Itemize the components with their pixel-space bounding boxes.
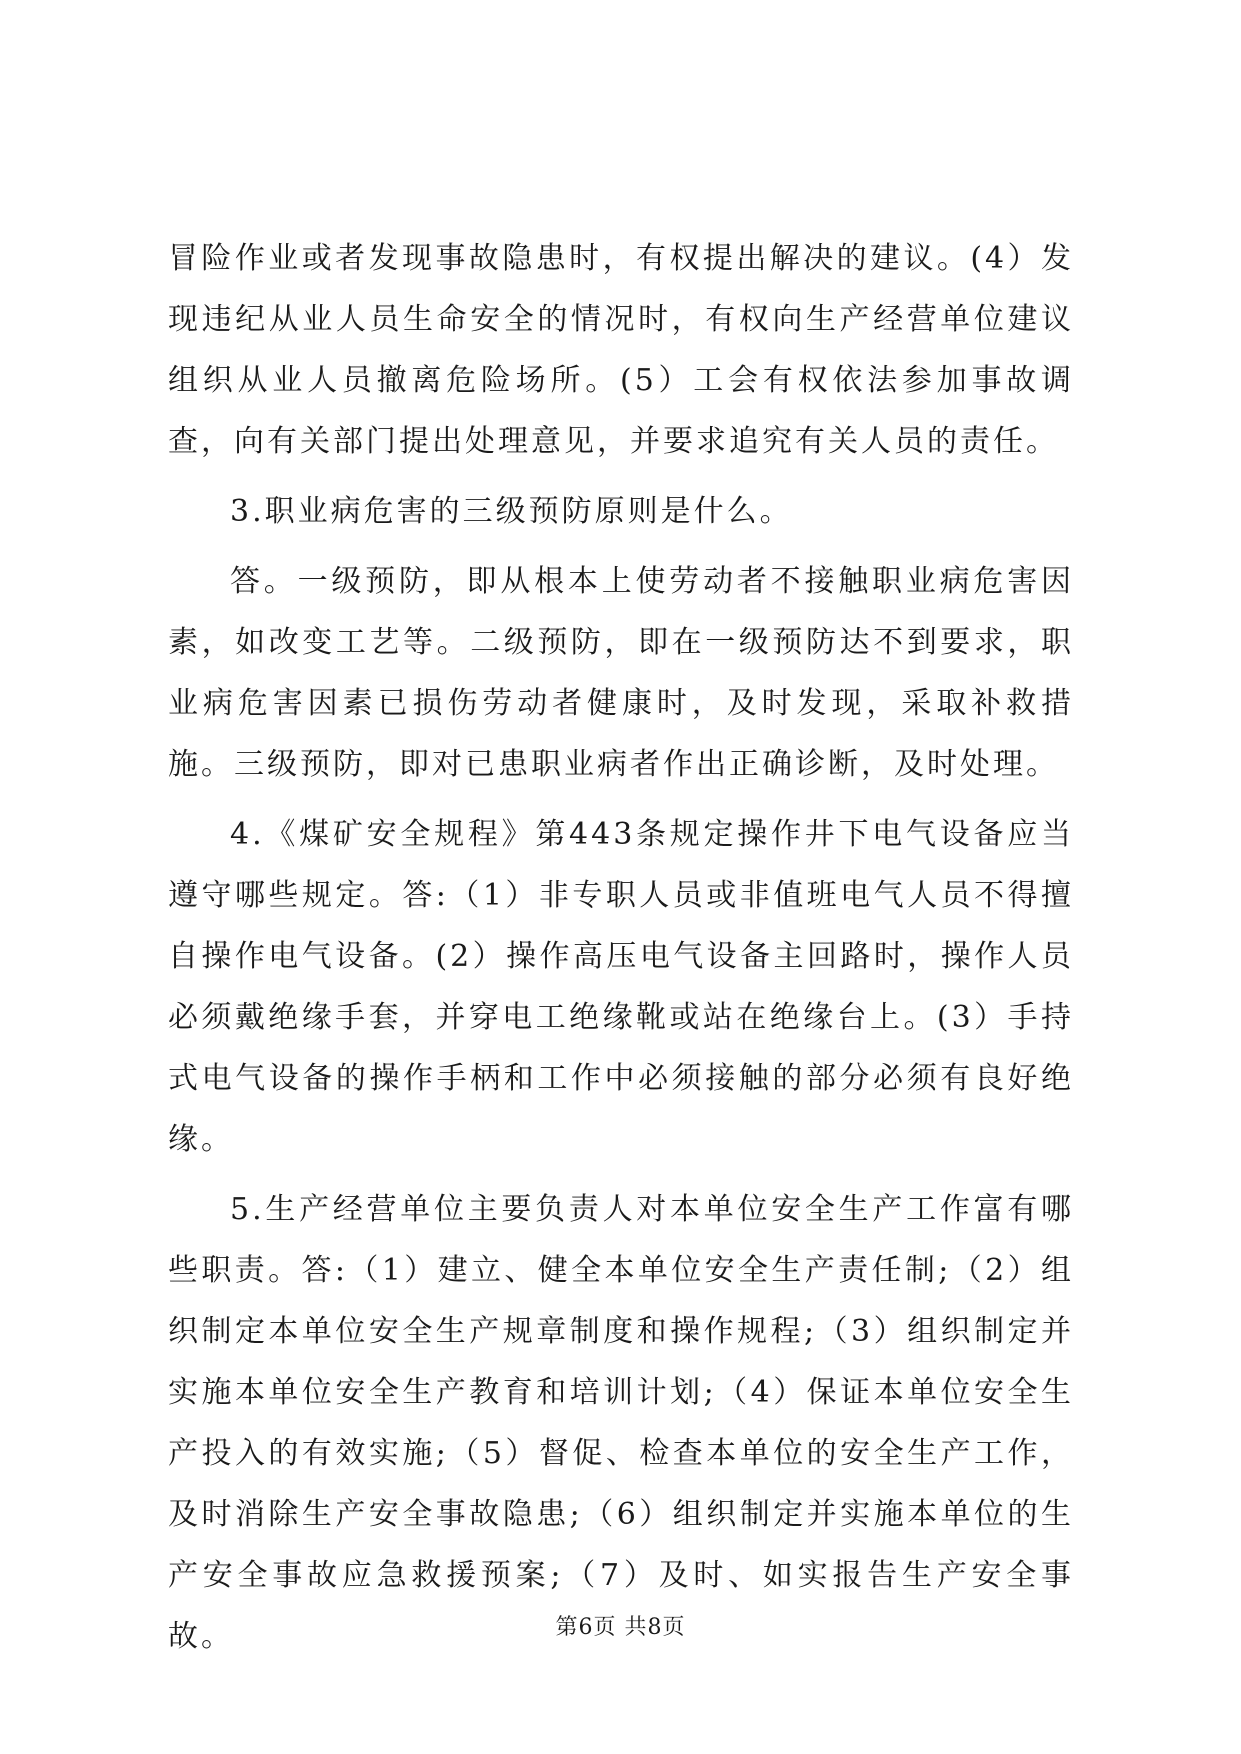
question-3: 3.职业病危害的三级预防原则是什么。	[230, 494, 793, 529]
question-answer-4: 4.《煤矿安全规程》第443条规定操作井下电气设备应当遵守哪些规定。答:（1）非专职人员或非值班电气人员不得擅自操作电气设备。(2）操作高压电气设备主回路时，操作人员必须戴绝缘手套，并穿电工绝缘靴或站在绝缘台上。(3）手持式电气设备的操作手柄和工作中必须接触的部分必须有良好绝缘。	[168, 817, 1074, 1157]
document-body	[168, 228, 1074, 1676]
answer-3: 答。一级预防，即从根本上使劳动者不接触职业病危害因素，如改变工艺等。二级预防，即在一级预防达不到要求，职业病危害因素已损伤劳动者健康时，及时发现，采取补救措施。三级预防，即对已患职业病者作出正确诊断，及时处理。	[168, 564, 1074, 782]
page-number-footer: 第6页 共8页	[555, 1615, 686, 1640]
paragraph-continuation: 冒险作业或者发现事故隐患时，有权提出解决的建议。(4）发现违纪从业人员生命安全的情况时，有权向生产经营单位建议组织从业人员撤离危险场所。(5）工会有权依法参加事故调查，向有关部门提出处理意见，并要求追究有关人员的责任。	[168, 241, 1074, 459]
question-answer-5: 5.生产经营单位主要负责人对本单位安全生产工作富有哪些职责。答:（1）建立、健全本单位安全生产责任制;（2）组织制定本单位安全生产规章制度和操作规程;（3）组织制定并实施本单位安全生产教育和培训计划;（4）保证本单位安全生产投入的有效实施;（5）督促、检查本单位的安全生产工作，及时消除生产安全事故隐患;（6）组织制定并实施本单位的生产安全事故应急救援预案;（7）及时、如实报告生产安全事故。	[168, 1192, 1074, 1654]
